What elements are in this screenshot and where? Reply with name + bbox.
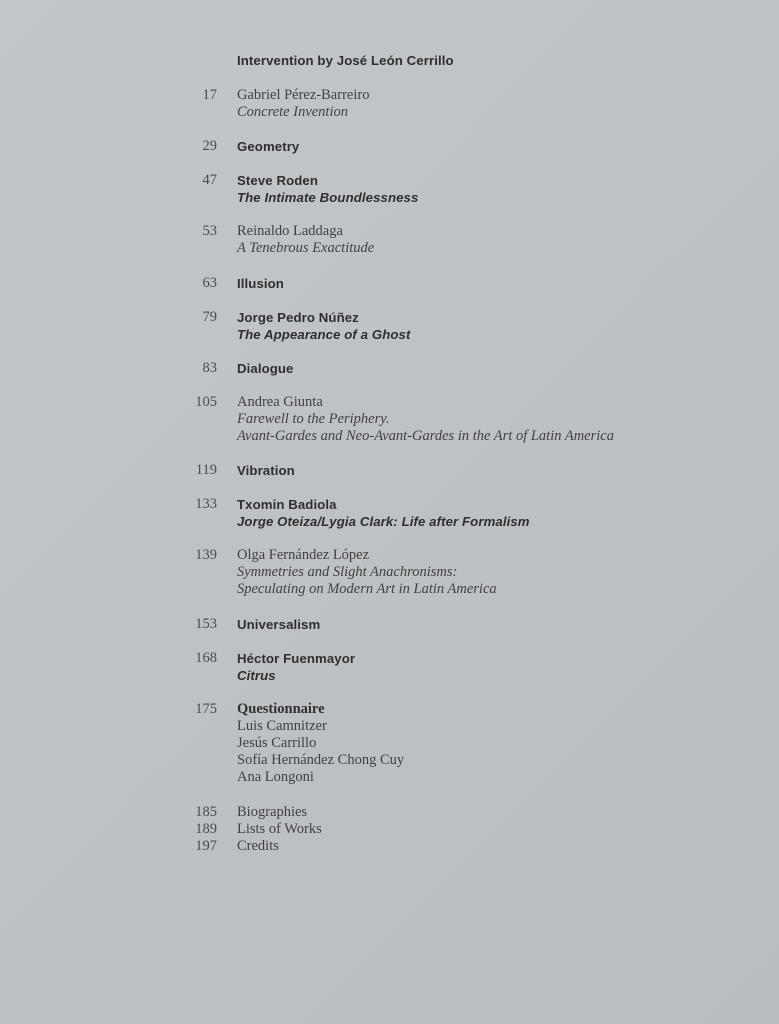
- entry-title: Farewell to the Periphery.: [237, 411, 390, 427]
- entry-author: Txomin Badiola: [237, 497, 337, 512]
- section-heading: Vibration: [237, 463, 295, 478]
- entry-title: Citrus: [237, 668, 276, 683]
- entry-author: Andrea Giunta: [237, 394, 323, 410]
- section-heading: Geometry: [237, 139, 300, 154]
- entry-title: Credits: [237, 838, 279, 854]
- entry-contributor: Ana Longoni: [237, 769, 314, 785]
- page-number: 47: [202, 172, 217, 188]
- page-number: 185: [195, 804, 217, 820]
- entry-author: Jorge Pedro Núñez: [237, 310, 359, 325]
- section-heading: Universalism: [237, 617, 321, 632]
- entry-title: Biographies: [237, 804, 308, 820]
- entry-contributor: Sofía Hernández Chong Cuy: [237, 752, 405, 768]
- page-number: 83: [202, 360, 217, 376]
- entry-title: Symmetries and Slight Anachronisms:: [237, 564, 458, 580]
- entry-author: Steve Roden: [237, 173, 318, 188]
- entry-contributor: Luis Camnitzer: [237, 718, 327, 734]
- page-number: 119: [195, 462, 217, 478]
- page-number: 168: [195, 650, 217, 666]
- page-number: 133: [195, 496, 217, 512]
- page-number: 197: [195, 838, 217, 854]
- section-heading: Illusion: [237, 276, 284, 291]
- entry-title: A Tenebrous Exactitude: [237, 240, 375, 256]
- entry-subtitle: Speculating on Modern Art in Latin America: [237, 581, 497, 597]
- page-number: 139: [195, 547, 217, 563]
- page-number: 189: [195, 821, 217, 837]
- entry-title: Lists of Works: [237, 821, 322, 837]
- page-number: 105: [195, 394, 217, 410]
- page-number: 17: [202, 87, 217, 103]
- entry-title: The Appearance of a Ghost: [237, 327, 411, 342]
- entry-title: The Intimate Boundlessness: [237, 190, 419, 205]
- page-number: 153: [195, 616, 217, 632]
- page-number: 175: [195, 701, 217, 717]
- entry-author: Gabriel Pérez-Barreiro: [237, 87, 370, 103]
- entry-title: Concrete Invention: [237, 104, 348, 120]
- entry-author: Héctor Fuenmayor: [237, 651, 356, 666]
- entry-author: Reinaldo Laddaga: [237, 223, 343, 239]
- entry-title: Questionnaire: [237, 701, 325, 717]
- page-number: 63: [202, 275, 217, 291]
- entry-title: Jorge Oteiza/Lygia Clark: Life after Formalism: [237, 514, 530, 529]
- intervention-credit: Intervention by José León Cerrillo: [237, 53, 454, 68]
- entry-subtitle: Avant-Gardes and Neo-Avant-Gardes in the Art of Latin America: [237, 428, 614, 444]
- page-number: 79: [202, 309, 217, 325]
- page-number: 53: [202, 223, 217, 239]
- section-heading: Dialogue: [237, 361, 294, 376]
- entry-author: Olga Fernández López: [237, 547, 370, 563]
- entry-contributor: Jesús Carrillo: [237, 735, 317, 751]
- page-number: 29: [202, 138, 217, 154]
